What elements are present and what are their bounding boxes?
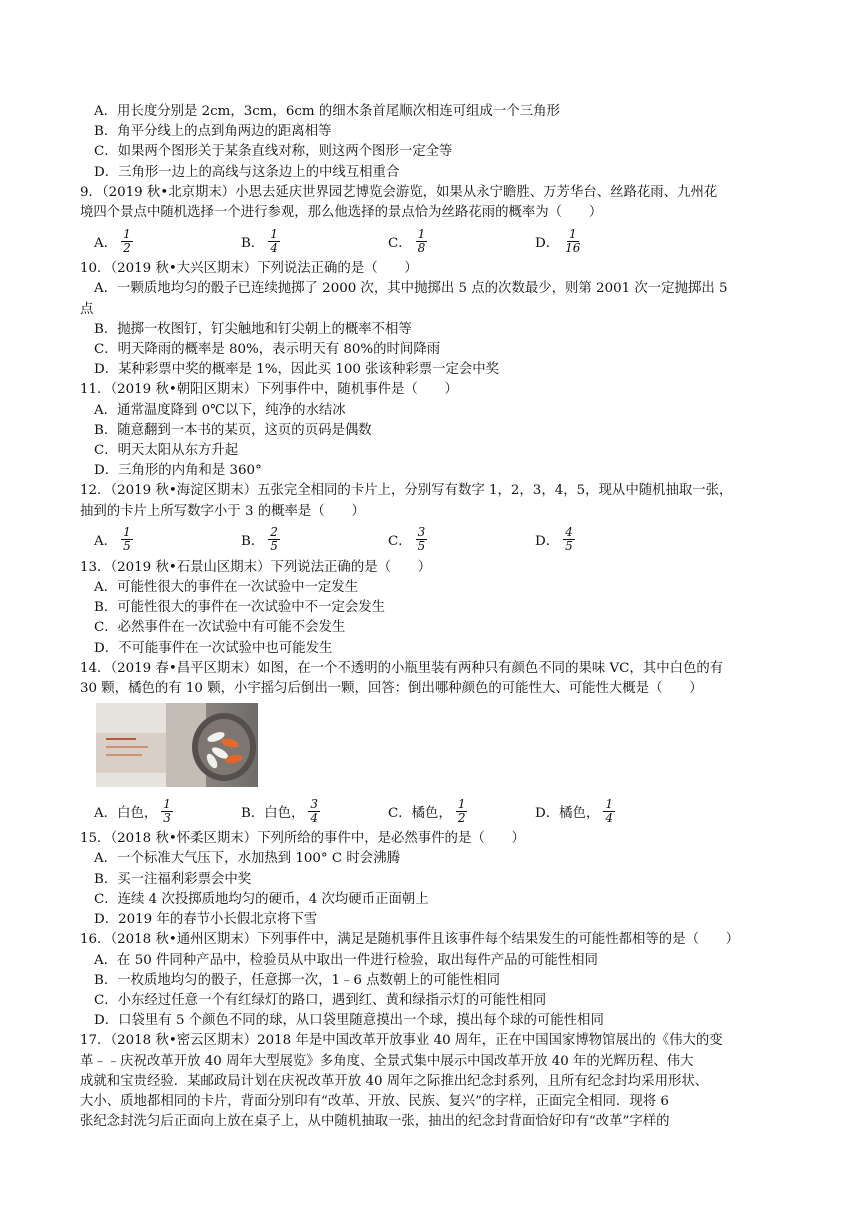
fraction: $\frac{1}{8}$ xyxy=(417,226,426,255)
choice-d: D． $\frac{4}{5}$ xyxy=(535,525,573,554)
question-17-stem-line2: 革﹣﹣庆祝改革开放 40 周年大型展览》多角度、全景式集中展示中国改革开放 40 年的光辉历程、伟大 xyxy=(80,1053,694,1069)
option-a: A．通常温度降到 0℃以下，纯净的水结冰 xyxy=(94,402,346,418)
option-a: A．用长度分别是 2cm，3cm，6cm 的细木条首尾顺次相连可组成一个三角形 xyxy=(94,104,560,119)
fraction: $\frac{1}{4}$ xyxy=(270,226,278,255)
choice-d: D． $\frac{1}{16}$ xyxy=(535,226,581,255)
fraction: $\frac{1}{2}$ xyxy=(123,226,131,255)
choice-c: C． $\frac{1}{8}$ xyxy=(388,226,426,255)
option-b: B．买一注福利彩票会中奖 xyxy=(94,871,252,887)
option-d: D．三角形的内角和是 360° xyxy=(94,463,262,479)
question-12-choices xyxy=(80,522,788,558)
option-c: C．明天降雨的概率是 80%，表示明天有 80%的时间降雨 xyxy=(94,342,441,358)
choice-d: D． 橘色， $\frac{1}{4}$ xyxy=(535,796,613,825)
question-14-stem-line2: 30 颗，橘色的有 10 颗，小宇摇匀后倒出一颗，回答：倒出哪种颜色的可能性大、可能性大概是（ ） xyxy=(80,681,703,697)
option-a: A．在 50 件同种产品中，检验员从中取出一件进行检验，取出每件产品的可能性相同 xyxy=(94,952,598,968)
choice-b: B． $\frac{1}{4}$ xyxy=(241,226,278,255)
question-13-stem: 13．（2019 秋•石景山区期末）下列说法正确的是（ ） xyxy=(80,559,432,575)
option-b: B．角平分线上的点到角两边的距离相等 xyxy=(94,124,332,140)
option-a: A．一颗质地均匀的骰子已连续抛掷了 2000 次，其中抛掷出 5 点的次数最少，则第 2001 次一定抛掷出 5 xyxy=(94,281,728,297)
fraction: $\frac{1}{2}$ xyxy=(457,796,466,825)
choice-a: A． $\frac{1}{2}$ xyxy=(94,226,131,255)
bottle-illustration xyxy=(96,703,258,787)
fraction: $\frac{1}{3}$ xyxy=(163,796,171,825)
question-12-stem-line2: 抽到的卡片上所写数字小于 3 的概率是（ ） xyxy=(80,503,365,519)
question-14-choices xyxy=(80,793,788,829)
question-10-stem: 10．（2019 秋•大兴区期末）下列说法正确的是（ ） xyxy=(80,261,418,277)
fraction: $\frac{1}{5}$ xyxy=(123,525,131,554)
question-11-stem: 11．（2019 秋•朝阳区期末）下列事件中，随机事件是（ ） xyxy=(80,382,458,398)
option-d: D．某种彩票中奖的概率是 1%，因此买 100 张该种彩票一定会中奖 xyxy=(94,362,500,378)
option-c: C．连续 4 次投掷质地均匀的硬币，4 次均硬币正面朝上 xyxy=(94,891,429,907)
fraction: $\frac{1}{4}$ xyxy=(605,796,613,825)
question-14-stem-line1: 14．（2019 春•昌平区期末）如图，在一个不透明的小瓶里装有两种只有颜色不同的果味 VC，其中白色的有 xyxy=(80,660,724,676)
question-9-choices xyxy=(80,223,788,259)
vitamin-bottle-photo xyxy=(96,703,258,787)
fraction: $\frac{1}{16}$ xyxy=(565,226,581,255)
option-d: D．口袋里有 5 个颜色不同的球，从口袋里随意摸出一个球，摸出每个球的可能性相同 xyxy=(94,1013,604,1029)
question-17-stem-line5: 张纪念封洗匀后正面向上放在桌子上，从中随机抽取一张，抽出的纪念封背面恰好印有“改革”字样的 xyxy=(80,1114,670,1130)
question-9-stem-line1: 9．（2019 秋•北京期末）小思去延庆世界园艺博览会游览，如果从永宁瞻胜、万芳华台、丝路花雨、九州花 xyxy=(80,184,718,200)
question-17-stem-line3: 成就和宝贵经验．某邮政局计划在庆祝改革开放 40 周年之际推出纪念封系列，且所有纪念封均采用形状、 xyxy=(80,1073,709,1089)
choice-c: C． $\frac{3}{5}$ xyxy=(388,525,426,554)
option-b: B．可能性很大的事件在一次试验中不一定会发生 xyxy=(94,600,386,616)
option-c: C．小东经过任意一个有红绿灯的路口，遇到红、黄和绿指示灯的可能性相同 xyxy=(94,992,547,1008)
fraction: $\frac{3}{4}$ xyxy=(310,796,319,825)
question-17-stem-line1: 17．（2018 秋•密云区期末）2018 年是中国改革开放事业 40 周年，正在中国国家博物馆展出的《伟大的变 xyxy=(80,1033,723,1049)
option-a-continued: 点 xyxy=(80,301,94,317)
option-d: D．不可能事件在一次试验中也可能发生 xyxy=(94,640,333,656)
choice-c: C． 橘色， $\frac{1}{2}$ xyxy=(388,796,466,825)
fraction: $\frac{3}{5}$ xyxy=(417,525,426,554)
choice-a: A． 白色， $\frac{1}{3}$ xyxy=(94,796,171,825)
option-d: D．2019 年的春节小长假北京将下雪 xyxy=(94,912,318,928)
choice-a: A． $\frac{1}{5}$ xyxy=(94,525,131,554)
question-12-stem-line1: 12．（2019 秋•海淀区期末）五张完全相同的卡片上，分别写有数字 1，2，3，4，5，现从中随机抽取一张， xyxy=(80,483,733,499)
choice-b: B． 白色， $\frac{3}{4}$ xyxy=(241,796,319,825)
option-d: D．三角形一边上的高线与这条边上的中线互相重合 xyxy=(94,164,400,180)
question-17-stem-line4: 大小、质地都相同的卡片，背面分别印有“改革、开放、民族、复兴”的字样，正面完全相同．现将 6 xyxy=(80,1093,669,1109)
option-b: B．一枚质地均匀的骰子，任意掷一次，1﹣6 点数朝上的可能性相同 xyxy=(94,972,501,988)
option-b: B．抛掷一枚图钉，钉尖触地和钉尖朝上的概率不相等 xyxy=(94,321,412,337)
option-a: A．一个标准大气压下，水加热到 100° C 时会沸腾 xyxy=(94,851,400,867)
question-15-stem: 15．（2018 秋•怀柔区期末）下列所给的事件中，是必然事件的是（ ） xyxy=(80,831,525,847)
document-page xyxy=(80,102,788,1132)
fraction: $\frac{2}{5}$ xyxy=(270,525,278,554)
fraction: $\frac{4}{5}$ xyxy=(565,525,573,554)
option-a: A．可能性很大的事件在一次试验中一定发生 xyxy=(94,580,359,596)
option-c: C．明天太阳从东方升起 xyxy=(94,443,239,459)
option-b: B．随意翻到一本书的某页，这页的页码是偶数 xyxy=(94,422,372,438)
option-c: C．必然事件在一次试验中有可能不会发生 xyxy=(94,620,346,636)
question-9-stem-line2: 境四个景点中随机选择一个进行参观，那么他选择的景点恰为丝路花雨的概率为（ ） xyxy=(80,205,603,221)
option-c: C．如果两个图形关于某条直线对称，则这两个图形一定全等 xyxy=(94,144,453,160)
choice-b: B． $\frac{2}{5}$ xyxy=(241,525,278,554)
question-16-stem: 16．（2018 秋•通州区期末）下列事件中，满足是随机事件且该事件每个结果发生的可能性都相等的是（ ） xyxy=(80,932,740,948)
